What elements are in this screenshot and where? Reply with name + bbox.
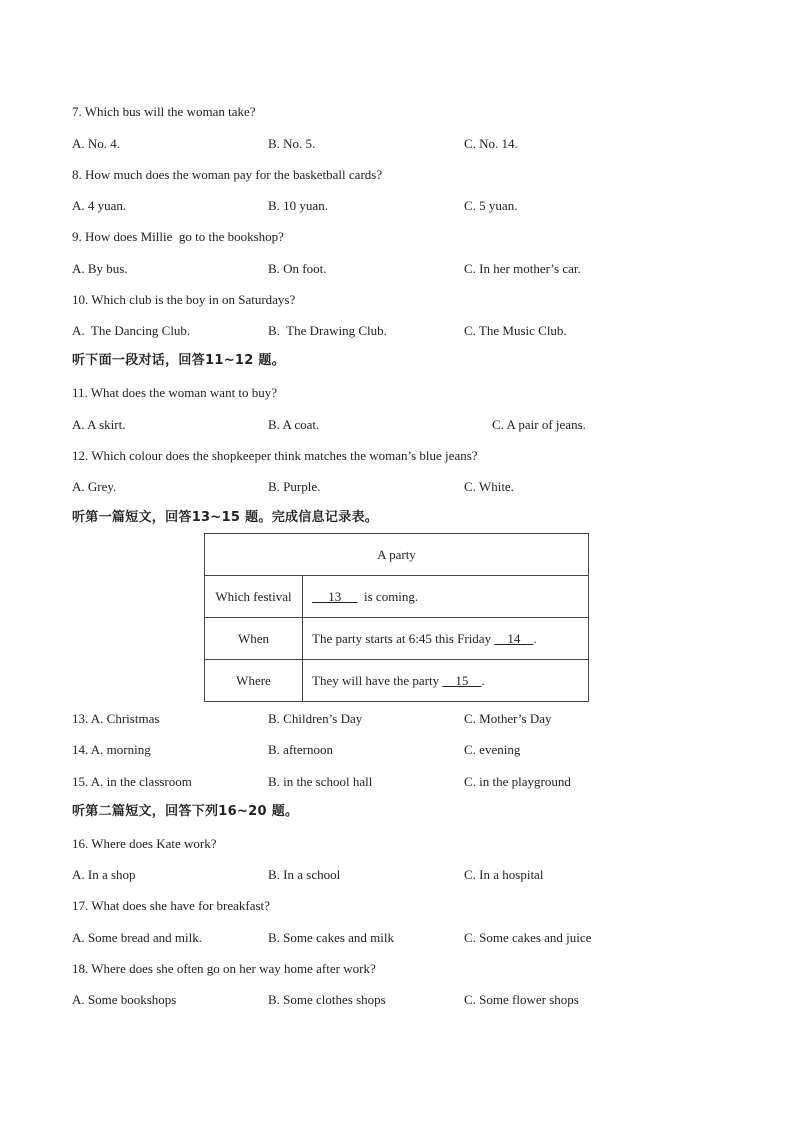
option-b: B. afternoon [268, 742, 333, 757]
question-stem: 9. How does Millie go to the bookshop? [72, 229, 284, 244]
option-a: 14. A. morning [72, 742, 151, 757]
option-b: B. Children’s Day [268, 711, 363, 726]
question-stem: 18. Where does she often go on her way home after work? [72, 961, 376, 976]
option-a: A. The Dancing Club. [72, 323, 191, 338]
option-c: C. White. [464, 479, 514, 494]
option-c: C. A pair of jeans. [492, 417, 586, 432]
question-stem: 17. What does she have for breakfast? [72, 898, 270, 913]
option-c: C. in the playground [464, 774, 571, 789]
question-stem: 10. Which club is the boy in on Saturdays? [72, 292, 296, 307]
row-label: Where [205, 660, 303, 702]
table-title: A party [205, 534, 589, 576]
option-c: C. 5 yuan. [464, 198, 518, 213]
option-a: A. Some bookshops [72, 992, 177, 1007]
section-heading: 听第二篇短文，回答下列16~20 题。 [72, 804, 299, 819]
row-content: 13 is coming. [303, 576, 589, 618]
row-content: They will have the party 15 . [303, 660, 589, 702]
option-a: A. A skirt. [72, 417, 126, 432]
option-b: B. 10 yuan. [268, 198, 328, 213]
row-content: The party starts at 6:45 this Friday 14 . [303, 618, 589, 660]
option-b: B. Some cakes and milk [268, 930, 395, 945]
option-b: B. In a school [268, 867, 341, 882]
option-a: 13. A. Christmas [72, 711, 160, 726]
section-heading: 听第一篇短文，回答13~15 题。完成信息记录表。 [72, 510, 379, 525]
option-a: A. 4 yuan. [72, 198, 127, 213]
option-b: B. The Drawing Club. [268, 323, 387, 338]
option-b: B. Some clothes shops [268, 992, 386, 1007]
option-b: B. A coat. [268, 417, 320, 432]
table-row [205, 660, 589, 702]
option-c: C. The Music Club. [464, 323, 567, 338]
table-row [205, 618, 589, 660]
option-c: C. Mother’s Day [464, 711, 552, 726]
option-b: B. Purple. [268, 479, 321, 494]
row-label: Which festival [205, 576, 303, 618]
option-c: C. In a hospital [464, 867, 544, 882]
option-c: C. Some flower shops [464, 992, 579, 1007]
option-c: C. No. 14. [464, 136, 518, 151]
option-a: 15. A. in the classroom [72, 774, 192, 789]
info-record-table [204, 533, 589, 702]
option-b: B. On foot. [268, 261, 327, 276]
option-a: A. Some bread and milk. [72, 930, 202, 945]
option-a: A. By bus. [72, 261, 128, 276]
answer-blank: 15 [442, 672, 482, 688]
answer-blank: 14 [494, 630, 534, 646]
answer-blank: 13 [312, 588, 358, 604]
question-stem: 11. What does the woman want to buy? [72, 385, 278, 400]
option-c: C. In her mother’s car. [464, 261, 581, 276]
section-heading: 听下面一段对话，回答11~12 题。 [72, 353, 286, 368]
option-b: B. in the school hall [268, 774, 373, 789]
row-label: When [205, 618, 303, 660]
question-stem: 7. Which bus will the woman take? [72, 104, 256, 119]
question-stem: 16. Where does Kate work? [72, 836, 217, 851]
option-a: A. Grey. [72, 479, 117, 494]
question-stem: 12. Which colour does the shopkeeper think matches the woman’s blue jeans? [72, 448, 478, 463]
option-c: C. evening [464, 742, 521, 757]
table-row [205, 576, 589, 618]
option-b: B. No. 5. [268, 136, 316, 151]
question-stem: 8. How much does the woman pay for the basketball cards? [72, 167, 383, 182]
option-a: A. No. 4. [72, 136, 121, 151]
option-a: A. In a shop [72, 867, 136, 882]
option-c: C. Some cakes and juice [464, 930, 592, 945]
